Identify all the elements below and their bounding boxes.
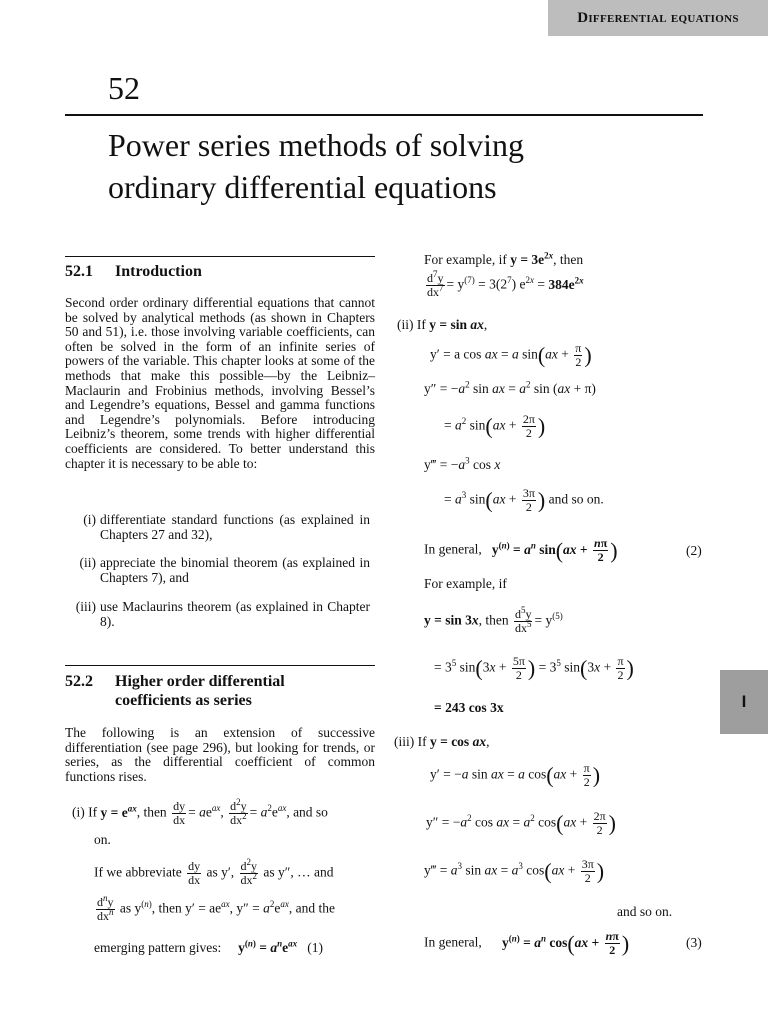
exp-derivatives: (i) If $y = e^{ax}$, then $\frac{dy}{dx}$ = $ae^{ax}$, $\frac{d^2y}{dx^2}$ = $a^2e^{ax}$, and so: [72, 797, 328, 827]
sin-second-derivative: $y'' = -a^2$ sin ax = $a^2$ sin (ax + π): [424, 379, 596, 396]
sin-third-derivative: y‴ = $-a^3$ cos x: [424, 455, 501, 472]
series-paragraph: The following is an extension of successive differentiation (see page 296), but looking for trends, or series, as the differential coefficient of common functions rises.: [65, 725, 375, 784]
chapter-title-line1: Power series methods of solving: [108, 127, 524, 163]
intro-paragraph: Second order ordinary differential equations that cannot be solved by analytical methods (as shown in Chapters 50 and 51), i.e. those involving variable coefficients, can often be solved in the form of an infinite series of powers of the variable. This chapter looks at some of the methods that make this possible—by the Leibniz–Maclaurin and Frobinius methods, involving Bessel’s and Legendre’s equations, Bessel and gamma functions and Legendre’s polynomials. Before introducing Leibniz’s theorem, some trends with higher differential coefficients are considered. To better understand this chapter it is necessary to be able to:: [65, 295, 375, 471]
list-label: (i): [83, 512, 96, 527]
list-label: (ii): [79, 555, 96, 570]
sin-first-derivative: y′ = a cos ax = a sin(ax + $\frac{\pi}{2}$ ): [430, 341, 592, 369]
cos-second-derivative: $y'' = -a^2$ cos ax = $a^2$ cos(ax + $\frac{2\pi}{2}$ ): [426, 809, 616, 837]
chapter-rule: [65, 114, 703, 116]
part-tab: I: [720, 670, 768, 734]
equation-2: In general, $y^{(n)} = a^n$ sin(ax + $\frac{n\pi}{2}$ ): [424, 536, 618, 564]
exp-on: on.: [94, 832, 111, 847]
example-exp-result: $\frac{d^7y}{dx^7}$ = $y^{(7)} = 3(2^7) e^{2x} = 384e^{2x}$: [427, 269, 584, 299]
for-example-if: For example, if: [424, 576, 507, 591]
example-sin3x: y = sin 3x, then $\frac{d^5y}{dx^5}$ = $y^{(5)}$: [424, 605, 563, 635]
equation-1: emerging pattern gives: $y^{(n)} = a^ne^{ax}$ (1): [94, 938, 323, 955]
chapter-title-line2: ordinary differential equations: [108, 169, 497, 205]
section-rule: [65, 665, 375, 666]
sin-second-derivative-2: = $a^2$ sin(ax + $\frac{2\pi}{2}$ ): [444, 412, 546, 440]
list-item: [65, 513, 375, 542]
list-item: [65, 600, 375, 629]
section-heading-1: [65, 262, 202, 281]
section-rule: [65, 256, 375, 257]
abbrev-line: If we abbreviate $\frac{dy}{dx}$ as y′, $\frac{d^2y}{dx^2}$ as y″, … and: [94, 857, 334, 887]
chapter-title: [108, 124, 668, 208]
cos-first-derivative: y′ = −a sin ax = a cos(ax + $\frac{\pi}{2}$ ): [430, 761, 601, 789]
list-text: differentiate standard functions (as explained in Chapters 27 and 32),: [100, 512, 370, 542]
section-title-line2: coefficients as series: [115, 692, 252, 709]
section-number: 52.2: [65, 673, 93, 690]
list-label: (iii): [75, 599, 96, 614]
section-title: Introduction: [115, 263, 202, 280]
abbrev-line2: $\frac{d^ny}{dx^n}$ as $y^{(n)}$, then $y' = ae^{ax}$, $y'' = a^2e^{ax}$, and the: [97, 893, 336, 923]
equation-2-label: (2): [686, 543, 702, 558]
section-heading-2: [65, 672, 285, 710]
cos-and-so-on: and so on.: [617, 904, 673, 919]
example-sin3x-result: = $3^5$ sin(3x + $\frac{5\pi}{2}$ ) = $3^5$ sin(3x + $\frac{\pi}{2}$ ): [434, 654, 634, 682]
item-iii-cos: (iii) If y = cos ax,: [394, 734, 490, 749]
equation-3: In general, $y^{(n)} = a^n$ cos(ax + $\frac{n\pi}{2}$ ): [424, 929, 630, 957]
item-ii-sin: (ii) If y = sin ax,: [397, 317, 488, 332]
sin-third-derivative-2: = $a^3$ sin(ax + $\frac{3\pi}{2}$ ) and so on.: [444, 486, 604, 514]
example-sin3x-final: = 243 cos 3x: [434, 700, 504, 715]
running-header: Differential equations: [548, 0, 768, 36]
list-text: appreciate the binomial theorem (as explained in Chapters 7), and: [100, 555, 370, 585]
chapter-number: 52: [108, 70, 140, 106]
section-title-line1: Higher order differential: [115, 673, 285, 690]
section-number: 52.1: [65, 263, 93, 280]
cos-third-derivative: y‴ = $a^3$ sin ax = $a^3$ cos(ax + $\frac{3\pi}{2}$ ): [424, 857, 605, 885]
list-item: [65, 556, 375, 585]
equation-3-label: (3): [686, 935, 702, 950]
list-text: use Maclaurins theorem (as explained in Chapter 8).: [100, 599, 370, 629]
example-exp: For example, if $y = 3e^{2x}$, then: [424, 250, 584, 267]
